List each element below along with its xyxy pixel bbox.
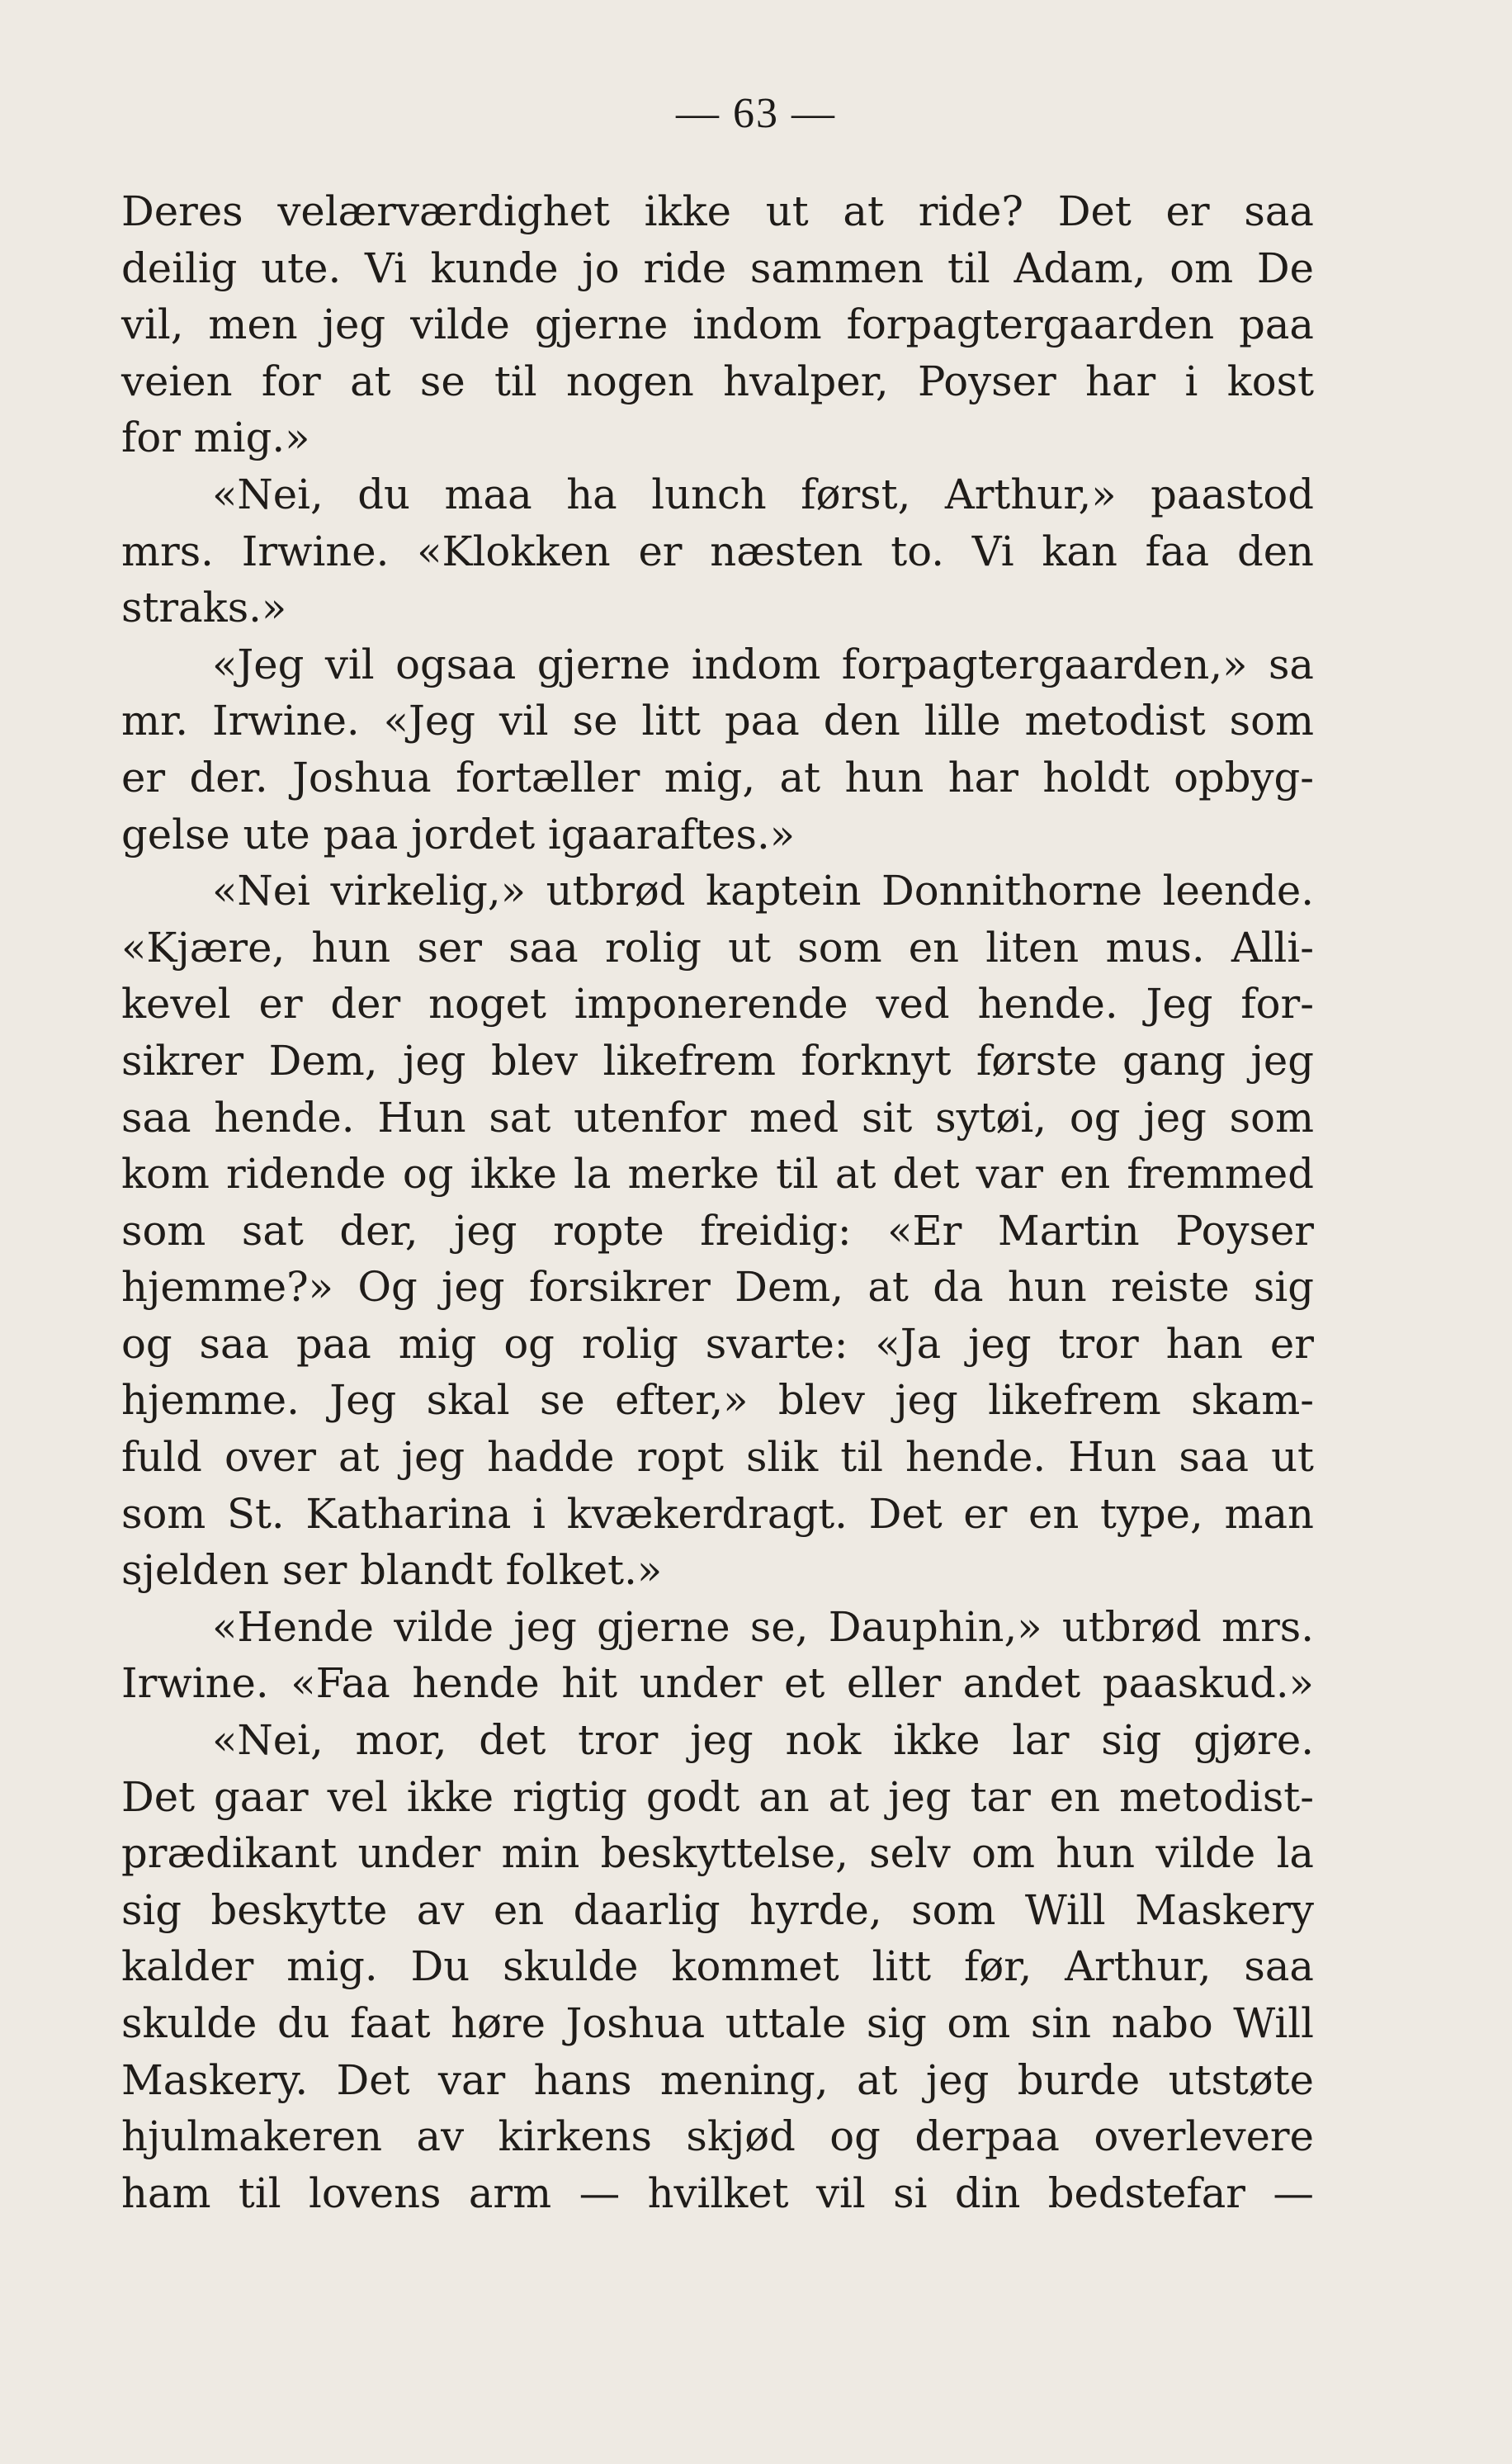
text-line: straks.» <box>121 584 287 632</box>
text-line: fuld over at jeg hadde ropt slik til hende. Hun saa ut <box>121 1433 1314 1482</box>
text-line: hjemme?» Og jeg forsikrer Dem, at da hun reiste sig <box>121 1263 1314 1312</box>
page-number: — 63 — <box>676 90 836 137</box>
text-line: kevel er der noget imponerende ved hende. Jeg for- <box>121 980 1314 1029</box>
text-line: «Hende vilde jeg gjerne se, Dauphin,» utbrød mrs. <box>212 1602 1314 1651</box>
text-line: mr. Irwine. «Jeg vil se litt paa den lille metodist som <box>121 697 1314 745</box>
text-line: er der. Joshua fortæller mig, at hun har holdt opbyg- <box>121 753 1314 802</box>
text-line: og saa paa mig og rolig svarte: «Ja jeg tror han er <box>121 1319 1314 1368</box>
text-line: sikrer Dem, jeg blev likefrem forknyt første gang jeg <box>121 1036 1314 1085</box>
text-line: Maskery. Det var hans mening, at jeg burde utstøte <box>121 2055 1314 2104</box>
text-line: mrs. Irwine. «Klokken er næsten to. Vi kan faa den <box>121 527 1314 575</box>
text-line: hjulmakeren av kirkens skjød og derpaa overlevere <box>121 2112 1314 2161</box>
text-line: for mig.» <box>121 414 310 462</box>
text-line: som sat der, jeg ropte freidig: «Er Martin Poyser <box>121 1206 1314 1255</box>
text-line: Deres velærværdighet ikke ut at ride? Det er saa <box>121 187 1314 235</box>
text-line: «Nei, mor, det tror jeg nok ikke lar sig gjøre. <box>212 1716 1314 1765</box>
text-line: veien for at se til nogen hvalper, Poyser har i kost <box>121 357 1314 405</box>
text-line: prædikant under min beskyttelse, selv om hun vilde la <box>121 1829 1314 1878</box>
body-text <box>121 183 1314 2221</box>
text-line: hjemme. Jeg skal se efter,» blev jeg likefrem skam- <box>121 1376 1314 1425</box>
text-line: saa hende. Hun sat utenfor med sit sytøi, og jeg som <box>121 1093 1314 1142</box>
text-line: kalder mig. Du skulde kommet litt før, Arthur, saa <box>121 1942 1314 1991</box>
text-line: sjelden ser blandt folket.» <box>121 1546 663 1595</box>
text-line: skulde du faat høre Joshua uttale sig om sin nabo Will <box>121 1999 1314 2047</box>
text-line: kom ridende og ikke la merke til at det var en fremmed <box>121 1150 1314 1199</box>
text-line: gelse ute paa jordet igaaraftes.» <box>121 810 796 858</box>
text-line: Irwine. «Faa hende hit under et eller andet paaskud.» <box>121 1659 1314 1708</box>
text-line: «Kjære, hun ser saa rolig ut som en liten mus. Alli- <box>121 923 1314 972</box>
text-line: deilig ute. Vi kunde jo ride sammen til Adam, om De <box>121 244 1314 292</box>
text-line: ham til lovens arm — hvilket vil si din bedstefar — <box>121 2168 1314 2217</box>
text-line: «Jeg vil ogsaa gjerne indom forpagtergaarden,» sa <box>212 640 1314 688</box>
text-line: sig beskytte av en daarlig hyrde, som Will Maskery <box>121 1885 1314 1934</box>
text-line: vil, men jeg vilde gjerne indom forpagtergaarden paa <box>121 300 1314 349</box>
text-line: som St. Katharina i kvækerdragt. Det er en type, man <box>121 1489 1314 1538</box>
text-line: «Nei virkelig,» utbrød kaptein Donnithorne leende. <box>212 867 1314 915</box>
text-line: Det gaar vel ikke rigtig godt an at jeg tar en metodist- <box>121 1772 1314 1821</box>
text-line: «Nei, du maa ha lunch først, Arthur,» paastod <box>212 470 1314 518</box>
